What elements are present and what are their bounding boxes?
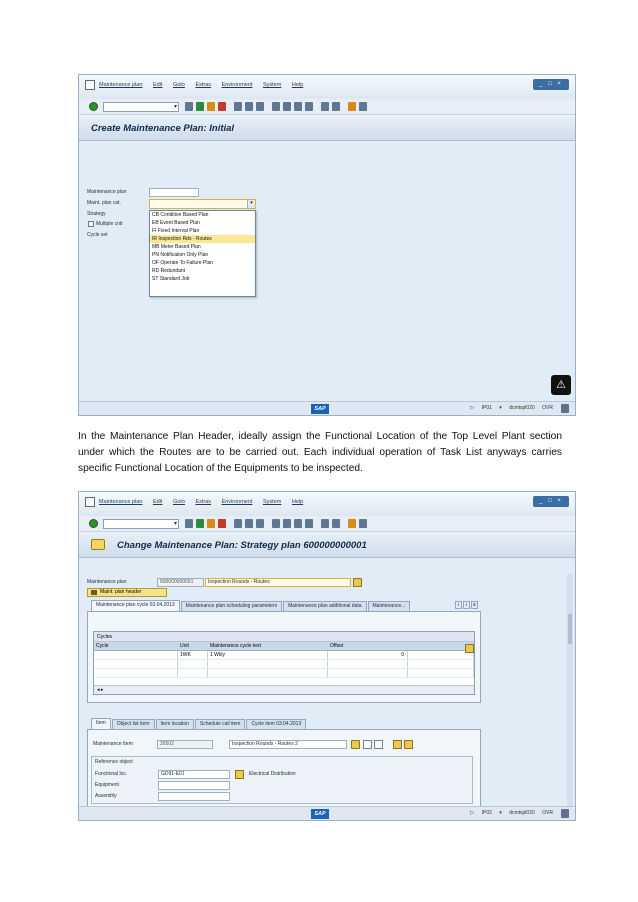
cell-cycle-text[interactable]: 1 Wkly <box>208 651 328 659</box>
window-controls[interactable]: _ □ × <box>533 496 569 507</box>
last-page-icon[interactable] <box>305 519 313 528</box>
menu-help[interactable]: Help <box>291 82 304 88</box>
functional-location-input[interactable]: GD91-E01 <box>158 770 230 779</box>
cycles-table <box>93 631 475 695</box>
tab-maintenance-more[interactable]: Maintenance... <box>368 601 411 611</box>
shortcut-icon[interactable] <box>332 519 340 528</box>
menu-edit[interactable]: Edit <box>152 82 163 88</box>
standard-toolbar <box>79 516 575 532</box>
sap-logo: SAP <box>311 404 329 414</box>
tab-object-list-item[interactable]: Object list item <box>112 719 155 729</box>
cancel-icon[interactable] <box>218 102 226 111</box>
page-title: Change Maintenance Plan: Strategy plan 600000000001 <box>117 540 367 551</box>
title-bar <box>79 532 575 558</box>
server-name: dcmtspl020 <box>509 810 535 816</box>
system-id: IP02 <box>481 810 492 816</box>
tab-schedule-call-item[interactable]: Schedule call item <box>195 719 246 729</box>
dropdown-option-of[interactable]: OF Operate To Failure Plan <box>152 260 214 266</box>
reference-object-group <box>91 756 473 804</box>
table-row[interactable] <box>94 660 474 669</box>
chevron-down-icon[interactable]: ▾ <box>499 405 502 411</box>
multiple-counter-label: Multiple cntr <box>96 221 123 227</box>
menu-bar <box>79 492 575 516</box>
assembly-label: Assembly <box>95 793 117 799</box>
save-icon[interactable] <box>185 519 193 528</box>
item-tools-icon[interactable] <box>393 740 402 749</box>
dropdown-option-mb[interactable]: MB Meter Based Plan <box>152 244 201 250</box>
prev-page-icon[interactable] <box>283 519 291 528</box>
assembly-input[interactable] <box>158 792 230 801</box>
tab-scroll-right-icon[interactable]: › <box>463 601 470 609</box>
back-icon[interactable] <box>196 519 204 528</box>
dropdown-option-rd[interactable]: RD Redundant <box>152 268 186 274</box>
back-icon[interactable] <box>196 102 204 111</box>
cell-cycle[interactable] <box>94 651 178 659</box>
table-row[interactable] <box>94 651 474 660</box>
tab-scheduling-parameters[interactable]: Maintenance plan scheduling parameters <box>181 601 282 611</box>
menu-system[interactable]: System <box>262 499 282 505</box>
cycles-table-header <box>94 642 474 651</box>
dropdown-option-cb[interactable]: CB Condition Based Plan <box>152 212 209 218</box>
tab-scroll-left-icon[interactable]: ‹ <box>455 601 462 609</box>
sap-menu-icon[interactable] <box>85 80 95 90</box>
maintenance-plan-label: Maintenance plan <box>87 579 127 585</box>
layout-icon[interactable] <box>359 519 367 528</box>
shortcut-icon[interactable] <box>332 102 340 111</box>
command-field[interactable] <box>103 519 179 529</box>
menu-environment[interactable]: Environment <box>221 82 253 88</box>
menu-bar <box>79 75 575 99</box>
copy-item-icon[interactable] <box>374 740 383 749</box>
chevron-down-icon[interactable]: ▾ <box>499 810 502 816</box>
scrollbar-thumb[interactable] <box>568 614 572 644</box>
play-icon[interactable]: ▷ <box>470 810 475 816</box>
dropdown-option-pn[interactable]: PN Notification Only Plan <box>152 252 209 258</box>
toolbar-icons <box>185 519 367 528</box>
toolbar-icons <box>185 102 367 111</box>
table-settings-icon[interactable] <box>465 644 474 653</box>
tab-additional-data[interactable]: Maintenance plan additional data <box>283 601 366 611</box>
maint-plan-header-button[interactable]: Maint. plan header <box>87 588 167 597</box>
last-page-icon[interactable] <box>305 102 313 111</box>
insert-mode: OVR <box>542 810 553 816</box>
equipment-label: Equipment <box>95 782 119 788</box>
find-next-icon[interactable] <box>256 102 264 111</box>
lock-icon <box>561 809 569 818</box>
first-page-icon[interactable] <box>272 102 280 111</box>
sap-screenshot-change <box>78 491 576 821</box>
exit-icon[interactable] <box>207 519 215 528</box>
find-icon[interactable] <box>245 102 253 111</box>
title-bar <box>79 115 575 141</box>
plan-description-input[interactable]: Inspection Rounds - Routes <box>205 578 351 587</box>
maintenance-plan-label: Maintenance plan <box>87 189 127 195</box>
status-bar <box>79 401 575 415</box>
table-horizontal-scrollbar[interactable]: ◂ ▸ <box>94 685 474 694</box>
cell-offset[interactable]: 0 <box>328 651 408 659</box>
display-change-icon[interactable] <box>91 539 105 550</box>
status-bar <box>79 806 575 820</box>
plan-category-select[interactable] <box>149 199 256 209</box>
menu-system[interactable]: System <box>262 82 282 88</box>
cell-unit[interactable]: 1WK <box>178 651 208 659</box>
vertical-scrollbar[interactable] <box>567 574 573 806</box>
menu-edit[interactable]: Edit <box>152 499 163 505</box>
column-cycle-text[interactable]: Maintenance cycle text <box>208 642 328 650</box>
functional-location-label: Functional loc. <box>95 771 128 777</box>
chevron-down-icon[interactable]: ▾ <box>173 521 177 527</box>
create-item-icon[interactable] <box>363 740 372 749</box>
plan-category-dropdown <box>149 210 256 297</box>
tab-plan-cycle[interactable]: Maintenance plan cycle 03.04.2013 <box>91 600 180 611</box>
multiple-counter-checkbox[interactable] <box>88 221 94 227</box>
menu-extras[interactable]: Extras <box>195 499 212 505</box>
column-cycle[interactable]: Cycle <box>94 642 178 650</box>
print-icon[interactable] <box>234 519 242 528</box>
item-long-text-icon[interactable] <box>351 740 360 749</box>
tab-list-icon[interactable]: ≡ <box>471 601 478 609</box>
warning-icon: ⚠ <box>551 375 571 395</box>
layout-icon[interactable] <box>359 102 367 111</box>
menu-help[interactable]: Help <box>291 499 304 505</box>
strategy-label: Strategy <box>87 211 106 217</box>
maintenance-item-label: Maintenance Item <box>93 741 133 747</box>
display-object-icon[interactable] <box>235 770 244 779</box>
find-icon[interactable] <box>245 519 253 528</box>
item-tabs <box>91 718 307 729</box>
lock-icon <box>561 404 569 413</box>
insert-mode: OVR <box>542 405 553 411</box>
item-print-icon[interactable] <box>404 740 413 749</box>
server-name: dcmtspl020 <box>509 405 535 411</box>
status-info <box>464 405 553 411</box>
help-icon[interactable] <box>348 102 356 111</box>
menu-extras[interactable]: Extras <box>195 82 212 88</box>
column-unit[interactable]: Unit <box>178 642 208 650</box>
functional-location-description: Electrical Distribution <box>249 771 296 777</box>
menu-maintenance-plan[interactable]: Maintenance plan <box>99 82 143 88</box>
new-session-icon[interactable] <box>321 102 329 111</box>
maintenance-plan-input[interactable] <box>149 188 199 197</box>
enter-icon[interactable] <box>89 102 98 111</box>
new-session-icon[interactable] <box>321 519 329 528</box>
sap-logo: SAP <box>311 809 329 819</box>
status-info <box>464 810 553 816</box>
next-page-icon[interactable] <box>294 519 302 528</box>
dropdown-option-eb[interactable]: EB Event Based Plan <box>152 220 200 226</box>
reference-object-title: Reference object <box>95 759 133 765</box>
dropdown-option-st[interactable]: ST Standard Job <box>152 276 190 282</box>
find-next-icon[interactable] <box>256 519 264 528</box>
table-row[interactable] <box>94 669 474 678</box>
system-id: IP01 <box>481 405 492 411</box>
cycles-table-title: Cycles <box>94 632 474 642</box>
command-field[interactable] <box>103 102 179 112</box>
page-title: Create Maintenance Plan: Initial <box>91 123 235 134</box>
standard-toolbar <box>79 99 575 115</box>
help-icon[interactable] <box>348 519 356 528</box>
save-icon[interactable] <box>185 102 193 111</box>
menu-goto[interactable]: Goto <box>172 82 185 88</box>
print-icon[interactable] <box>234 102 242 111</box>
sap-screenshot-create <box>78 74 576 416</box>
item-description-input[interactable]: Inspection Rounds - Routes 2 <box>229 740 347 749</box>
menu-goto[interactable]: Goto <box>172 499 185 505</box>
cancel-icon[interactable] <box>218 519 226 528</box>
tab-item[interactable]: Item <box>91 718 111 729</box>
chevron-down-icon[interactable]: ▾ <box>247 200 255 208</box>
chevron-down-icon[interactable]: ▾ <box>173 104 177 110</box>
enter-icon[interactable] <box>89 519 98 528</box>
maintenance-item-number: 26502 <box>157 740 213 749</box>
plan-category-label: Maint. plan cat. <box>87 200 121 206</box>
tab-item-location[interactable]: Item location <box>156 719 194 729</box>
window-controls[interactable]: _ □ × <box>533 79 569 90</box>
next-page-icon[interactable] <box>294 102 302 111</box>
menu-environment[interactable]: Environment <box>221 499 253 505</box>
cycle-set-label: Cycle set <box>87 232 108 238</box>
play-icon[interactable]: ▷ <box>470 405 475 411</box>
tab-cycle-item[interactable]: Cycle item 03.04.2013 <box>246 719 306 729</box>
body-paragraph: In the Maintenance Plan Header, ideally assign the Functional Location of the Top Level Plant section under which the Routes are to be carried out. Each individual operation of Task List anyways carries specific Functional Location of the Equipments to be inspected. <box>78 431 562 474</box>
column-offset[interactable]: Offset <box>328 642 408 650</box>
dropdown-option-fi[interactable]: FI Fixed Interval Plan <box>152 228 200 234</box>
sap-menu-icon[interactable] <box>85 497 95 507</box>
long-text-icon[interactable] <box>353 578 362 587</box>
exit-icon[interactable] <box>207 102 215 111</box>
first-page-icon[interactable] <box>272 519 280 528</box>
prev-page-icon[interactable] <box>283 102 291 111</box>
maintenance-plan-number: 600000000001 <box>157 578 204 587</box>
plan-tabs <box>91 600 411 611</box>
equipment-input[interactable] <box>158 781 230 790</box>
menu-maintenance-plan[interactable]: Maintenance plan <box>99 499 143 505</box>
dropdown-option-ir[interactable]: IR Inspection Rds - Routes <box>150 235 255 243</box>
